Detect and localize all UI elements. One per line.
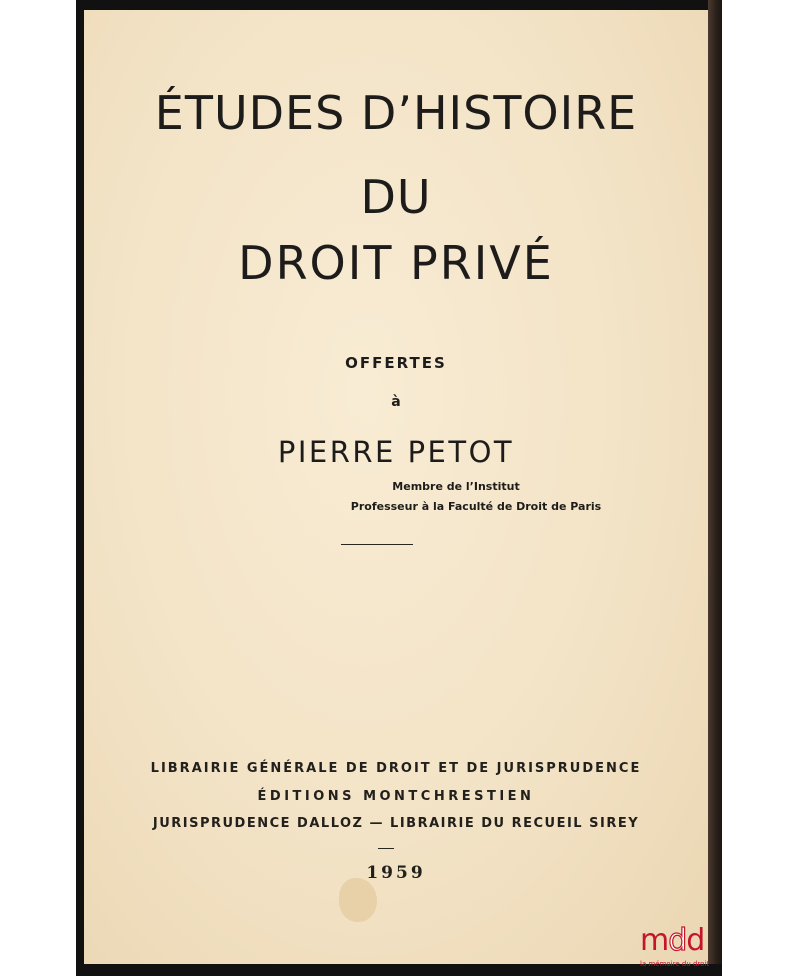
honoree-role-faculty: Professeur à la Faculté de Droit de Paris xyxy=(350,500,602,513)
book-cover-left-edge xyxy=(76,0,84,976)
publisher-line-1: LIBRAIRIE GÉNÉRALE DE DROIT ET DE JURISPRUDENCE xyxy=(150,761,642,776)
dedication-to: à xyxy=(391,394,401,410)
year-divider xyxy=(378,848,394,849)
publication-year: 1959 xyxy=(366,863,426,883)
title-line-1: ÉTUDES D’HISTOIRE xyxy=(154,86,638,140)
title-page xyxy=(84,10,708,964)
divider-rule xyxy=(341,544,413,545)
watermark-tagline: la mémoire du droit xyxy=(640,960,710,968)
paper-stain xyxy=(339,878,377,922)
watermark-mdd-logo: mdd xyxy=(640,923,705,958)
title-line-3: DROIT PRIVÉ xyxy=(238,236,554,290)
publisher-line-3: JURISPRUDENCE DALLOZ — LIBRAIRIE DU RECUEIL SIREY xyxy=(152,816,640,831)
honoree-role-institute: Membre de l’Institut xyxy=(392,480,520,493)
publisher-line-2: ÉDITIONS MONTCHRESTIEN xyxy=(257,789,535,804)
watermark-logo xyxy=(640,923,720,976)
title-line-2: DU xyxy=(360,170,432,224)
book-cover-top-edge xyxy=(76,0,722,10)
honoree-name: PIERRE PETOT xyxy=(277,435,515,469)
dedication-offered: OFFERTES xyxy=(345,354,447,372)
book-cover-bottom-edge xyxy=(76,964,722,976)
